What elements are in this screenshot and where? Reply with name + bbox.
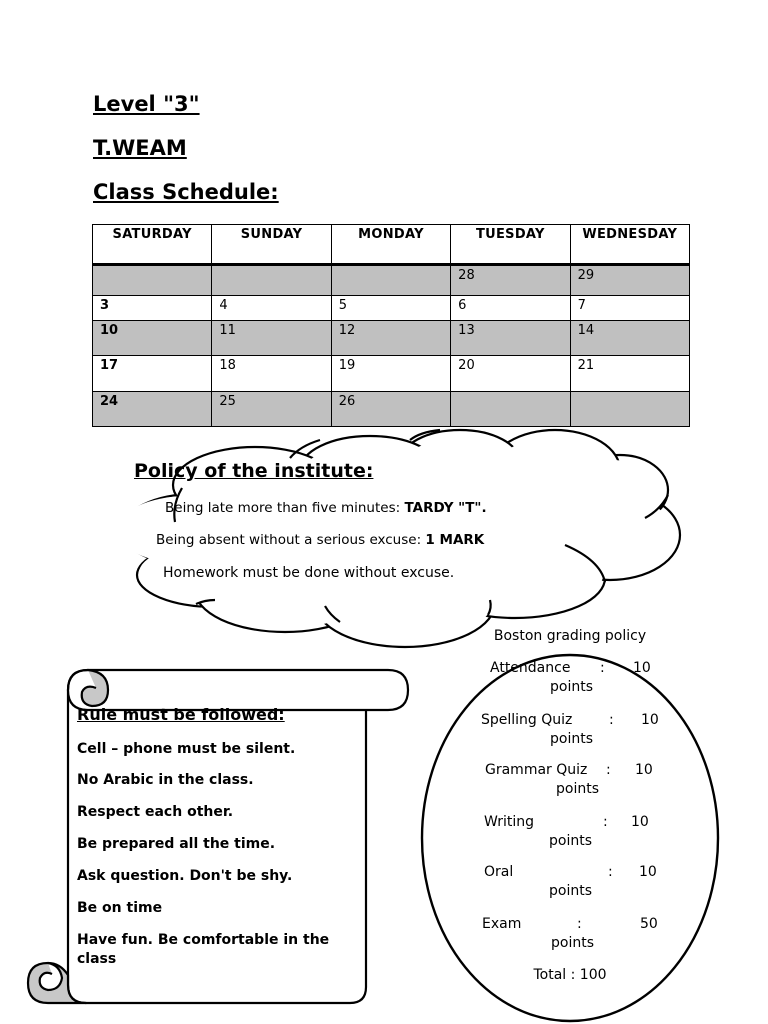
date-cell: 7 (570, 296, 689, 321)
grading-item-unit: points (556, 781, 599, 797)
date-cell: 25 (212, 392, 331, 427)
grading-item-separator: : (603, 814, 608, 830)
date-cell: 20 (451, 356, 570, 392)
date-cell: 6 (451, 296, 570, 321)
date-cell: 24 (93, 392, 212, 427)
policy-homework: Homework must be done without excuse. (163, 565, 455, 581)
grading-item-label: Attendance (490, 660, 571, 676)
date-cell: 10 (93, 321, 212, 356)
grading-item-label: Oral (484, 864, 514, 880)
policy-late-penalty: TARDY "T". (404, 500, 487, 516)
date-cell: 28 (451, 265, 570, 296)
grading-item-value: 50 (640, 916, 658, 932)
rules-title: Rule must be followed: (77, 705, 285, 724)
rule-item: Respect each other. (77, 804, 234, 820)
policy-absent-text: Being absent without a serious excuse: (156, 532, 426, 548)
grading-item-separator: : (609, 712, 614, 728)
grading-item-label: Grammar Quiz (485, 762, 588, 778)
grading-item-label: Exam (482, 916, 522, 932)
date-cell: 29 (570, 265, 689, 296)
rule-item: Cell – phone must be silent. (77, 741, 296, 757)
day-header: SUNDAY (212, 225, 331, 265)
policy-absent-penalty: 1 MARK (425, 532, 485, 548)
grading-item-value: 10 (635, 762, 653, 778)
grading-item-separator: : (577, 916, 582, 932)
grading-item-unit: points (550, 679, 593, 695)
date-cell: 14 (570, 321, 689, 356)
grading-item-value: 10 (641, 712, 659, 728)
date-cell: 4 (212, 296, 331, 321)
grading-item-unit: points (549, 833, 592, 849)
day-header: SATURDAY (93, 225, 212, 265)
grading-item-label: Writing (484, 814, 534, 830)
grading-item-value: 10 (633, 660, 651, 676)
rule-item: Have fun. Be comfortable in the class (77, 932, 330, 967)
grading-title: Boston grading policy (493, 628, 647, 644)
grading-item-value: 10 (631, 814, 649, 830)
date-cell: 26 (331, 392, 450, 427)
grading-item-label: Spelling Quiz (481, 712, 573, 728)
teacher-heading: T.WEAM (93, 136, 187, 160)
date-cell: 21 (570, 356, 689, 392)
day-header: MONDAY (331, 225, 450, 265)
level-heading: Level "3" (93, 92, 200, 116)
rule-item: Be on time (77, 900, 163, 916)
schedule-title: Class Schedule: (93, 180, 279, 204)
date-cell: 19 (331, 356, 450, 392)
date-cell: 18 (212, 356, 331, 392)
day-header: WEDNESDAY (570, 225, 689, 265)
policy-title: Policy of the institute: (134, 460, 374, 482)
grading-item-separator: : (606, 762, 611, 778)
date-cell: 13 (451, 321, 570, 356)
date-cell: 3 (93, 296, 212, 321)
rule-item: No Arabic in the class. (77, 772, 254, 788)
rule-item: Ask question. Don't be shy. (77, 868, 293, 884)
grading-item-unit: points (549, 883, 592, 899)
date-cell: 11 (212, 321, 331, 356)
rule-item: Be prepared all the time. (77, 836, 276, 852)
grading-item-separator: : (600, 660, 605, 676)
date-cell: 5 (331, 296, 450, 321)
day-header: TUESDAY (451, 225, 570, 265)
date-cell: 17 (93, 356, 212, 392)
grading-item-value: 10 (639, 864, 657, 880)
grading-item-separator: : (608, 864, 613, 880)
grading-item-unit: points (551, 935, 594, 951)
date-cell: 12 (331, 321, 450, 356)
grading-total: Total : 100 (533, 967, 607, 983)
grading-item-unit: points (550, 731, 593, 747)
policy-late-text: Being late more than five minutes: (165, 500, 405, 516)
